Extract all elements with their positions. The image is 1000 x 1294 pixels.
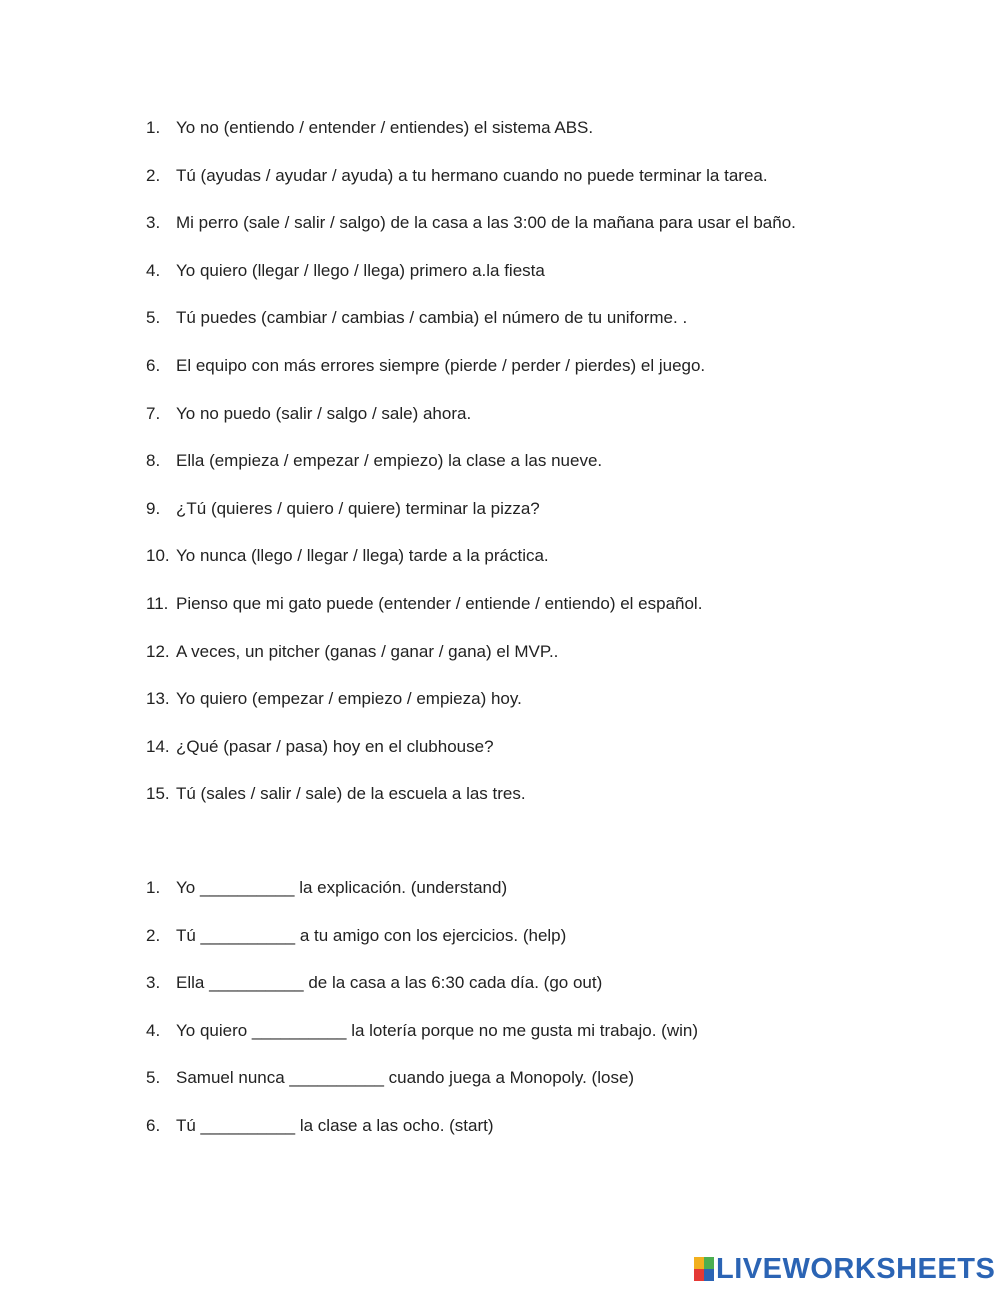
exercise-number: 9. — [146, 498, 161, 518]
exercise-sentence: Yo no puedo (salir / salgo / sale) ahora. — [176, 403, 472, 423]
exercise-number: 12. — [146, 641, 170, 661]
exercise-sentence: ¿Tú (quieres / quiero / quiere) terminar la pizza? — [176, 498, 540, 518]
exercise-number: 2. — [146, 925, 161, 945]
brand-name: LIVEWORKSHEETS — [716, 1252, 996, 1285]
exercise-sentence: Yo quiero (empezar / empiezo / empieza) hoy. — [176, 689, 522, 709]
exercise-number: 15. — [146, 784, 170, 804]
exercise-sentence: A veces, un pitcher (ganas / ganar / gana) el MVP.. — [176, 641, 559, 661]
exercise-number: 5. — [146, 308, 161, 328]
exercise-number: 1. — [146, 878, 161, 897]
exercise-sentence: El equipo con más errores siempre (pierde / perder / pierdes) el juego. — [176, 355, 706, 375]
exercise-sentence: Yo quiero __________ la lotería porque no me gusta mi trabajo. (win) — [176, 1020, 698, 1040]
exercise-sentence: Tú __________ la clase a las ocho. (start) — [176, 1115, 494, 1135]
exercise-number: 5. — [146, 1068, 161, 1088]
exercise-number: 14. — [146, 736, 170, 756]
exercise-sentence: Ella __________ de la casa a las 6:30 cada día. (go out) — [176, 973, 603, 993]
exercise-number: 6. — [146, 355, 161, 375]
exercise-number: 8. — [146, 451, 161, 471]
exercise-number: 6. — [146, 1115, 161, 1135]
exercise-sentence: ¿Qué (pasar / pasa) hoy en el clubhouse? — [176, 736, 494, 756]
exercise-number: 11. — [146, 593, 169, 613]
exercise-number: 2. — [146, 165, 161, 185]
exercise-sentence: Yo __________ la explicación. (understand) — [176, 878, 508, 897]
exercise-sentence: Mi perro (sale / salir / salgo) de la casa a las 3:00 de la mañana para usar el baño. — [176, 213, 796, 233]
exercise-number: 4. — [146, 260, 161, 280]
liveworksheets-logo-icon — [694, 1257, 714, 1281]
exercise-sentence: Tú puedes (cambiar / cambias / cambia) el número de tu uniforme. . — [176, 308, 688, 328]
exercise-sentence: Tú (sales / salir / sale) de la escuela a las tres. — [176, 784, 526, 804]
exercise-sentence: Yo nunca (llego / llegar / llega) tarde a la práctica. — [176, 546, 549, 566]
exercise-number: 1. — [146, 118, 161, 137]
exercise-sentence: Yo no (entiendo / entender / entiendes) el sistema ABS. — [176, 118, 594, 137]
exercise-sentence: Tú (ayudas / ayudar / ayuda) a tu hermano cuando no puede terminar la tarea. — [176, 165, 768, 185]
exercise-sentence: Ella (empieza / empezar / empiezo) la clase a las nueve. — [176, 451, 603, 471]
exercise-sentence: Samuel nunca __________ cuando juega a Monopoly. (lose) — [176, 1068, 635, 1088]
exercise-sentence: Tú __________ a tu amigo con los ejercicios. (help) — [176, 925, 567, 945]
exercise-number: 3. — [146, 213, 161, 233]
exercise-number: 10. — [146, 546, 170, 566]
exercise-number: 3. — [146, 973, 161, 993]
exercise-sentence: Yo quiero (llegar / llego / llega) primero a.la fiesta — [176, 260, 545, 280]
exercise-sentence: Pienso que mi gato puede (entender / entiende / entiendo) el español. — [176, 593, 703, 613]
exercise-number: 7. — [146, 403, 161, 423]
exercise-number: 13. — [146, 689, 170, 709]
liveworksheets-logo[interactable] — [694, 1252, 995, 1286]
exercise-number: 4. — [146, 1020, 161, 1040]
